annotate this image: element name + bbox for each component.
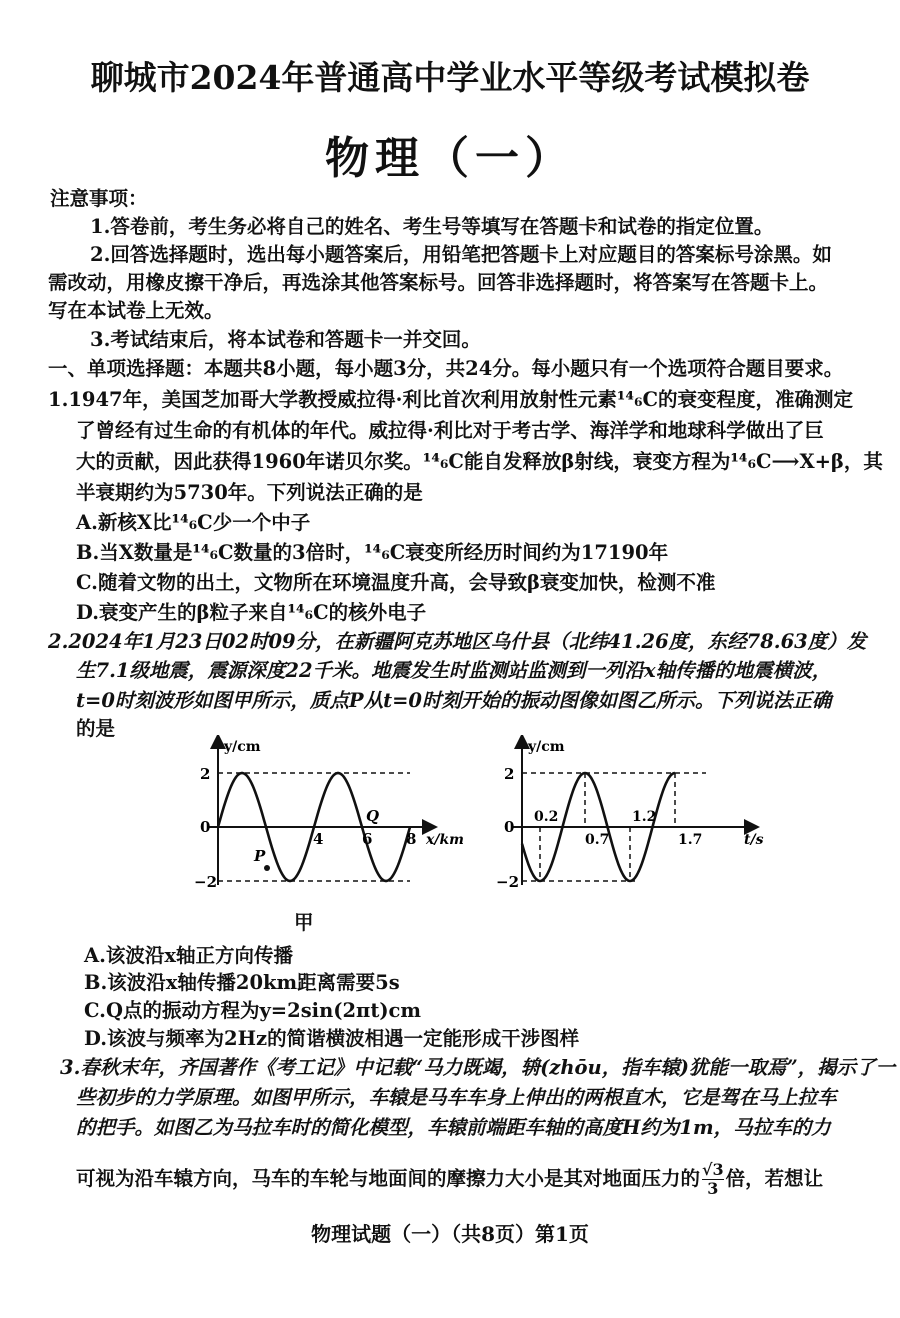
q1-option-d: D.衰变产生的β粒子来自¹⁴₆C的核外电子: [76, 601, 427, 624]
q3-line-4-start: 可视为沿车辕方向，马车的车轮与地面间的摩擦力大小是其对地面压力的: [76, 1167, 701, 1190]
notice-item-3: 3.考试结束后，将本试卷和答题卡一并交回。: [90, 328, 481, 351]
x-tick-6: 6: [362, 830, 373, 848]
x-tick-0-7: 0.7: [585, 832, 610, 848]
y-tick-top: 2: [504, 765, 515, 783]
q3-line-4: [76, 1161, 823, 1198]
y-tick-bottom: −2: [496, 873, 520, 891]
y-tick-zero: 0: [504, 818, 515, 836]
q3-line-1: 3.春秋末年，齐国著作《考工记》中记载“马力既竭，辀(zhōu，指车辕)犹能一取焉”，揭示了一: [60, 1056, 896, 1079]
q2-line-1: 2.2024年1月23日02时09分，在新疆阿克苏地区乌什县（北纬41.26度，东经78.63度）发: [48, 630, 867, 653]
point-q-label: Q: [366, 807, 380, 825]
x-tick-1-2: 1.2: [632, 809, 657, 825]
y-tick-zero: 0: [200, 818, 211, 836]
section-1-heading: 一、单项选择题：本题共8小题，每小题3分，共24分。每小题只有一个选项符合题目要求。: [48, 357, 844, 380]
q2-line-2: 生7.1级地震，震源深度22千米。地震发生时监测站监测到一列沿x轴传播的地震横波，: [76, 659, 832, 682]
q2-option-a: A.该波沿x轴正方向传播: [84, 944, 294, 967]
point-p-marker: [264, 865, 270, 871]
x-tick-0-2: 0.2: [534, 809, 559, 825]
x-tick-1-7: 1.7: [678, 832, 703, 848]
notice-item-2-line-2: 需改动，用橡皮擦干净后，再选涂其他答案标号。回答非选择题时，将答案写在答题卡上。: [48, 271, 829, 294]
page-footer: 物理试题（一）（共8页）第1页: [311, 1222, 589, 1246]
exam-title: 聊城市2024年普通高中学业水平等级考试模拟卷: [90, 58, 810, 97]
x-axis-label: x/km: [426, 832, 464, 848]
q1-line-4: 半衰期约为5730年。下列说法正确的是: [76, 481, 423, 504]
q1-line-3: 大的贡献，因此获得1960年诺贝尔奖。¹⁴₆C能自发释放β射线，衰变方程为¹⁴₆C⟶X+β，其: [76, 450, 883, 473]
q1-line-1: 1.1947年，美国芝加哥大学教授威拉得·利比首次利用放射性元素¹⁴₆C的衰变程度，准确测定: [48, 388, 854, 411]
fraction-numerator: √3: [702, 1160, 724, 1179]
q3-line-2: 些初步的力学原理。如图甲所示，车辕是马车车身上伸出的两根直木，它是驾在马上拉车: [76, 1086, 837, 1109]
q1-option-b: B.当X数量是¹⁴₆C数量的3倍时，¹⁴₆C衰变所经历时间约为17190年: [76, 541, 669, 564]
y-axis-label: y/cm: [528, 739, 565, 755]
figure-jia-caption: 甲: [294, 911, 314, 934]
q3-line-3: 的把手。如图乙为马拉车时的简化模型，车辕前端距车轴的高度H约为1m，马拉车的力: [76, 1116, 831, 1139]
q1-option-c: C.随着文物的出土，文物所在环境温度升高，会导致β衰变加快，检测不准: [76, 571, 716, 594]
notice-item-2-line-3: 写在本试卷上无效。: [48, 299, 224, 322]
point-p-label: P: [254, 847, 266, 865]
y-axis-label: y/cm: [224, 739, 261, 755]
q2-option-d: D.该波与频率为2Hz的简谐横波相遇一定能形成干涉图样: [84, 1027, 580, 1050]
fraction: [702, 1161, 724, 1198]
notice-item-2-line-1: 2.回答选择题时，选出每小题答案后，用铅笔把答题卡上对应题目的答案标号涂黑。如: [90, 243, 832, 266]
x-axis-label: t/s: [744, 832, 764, 848]
q2-line-3: t=0时刻波形如图甲所示，质点P从t=0时刻开始的振动图像如图乙所示。下列说法正确: [76, 689, 832, 712]
x-tick-4: 4: [313, 830, 324, 848]
q2-option-b: B.该波沿x轴传播20km距离需要5s: [84, 971, 400, 994]
vibration-graph-yi: [490, 735, 790, 895]
y-tick-bottom: −2: [194, 873, 218, 891]
fraction-denominator: 3: [707, 1179, 719, 1198]
wave-graph-jia: [190, 735, 490, 895]
q1-option-a: A.新核X比¹⁴₆C少一个中子: [76, 511, 311, 534]
y-tick-top: 2: [200, 765, 211, 783]
notice-heading: 注意事项：: [50, 187, 148, 210]
q1-line-2: 了曾经有过生命的有机体的年代。威拉得·利比对于考古学、海洋学和地球科学做出了巨: [76, 419, 824, 442]
subject-title: 物理（一）: [325, 133, 575, 184]
x-tick-8: 8: [406, 830, 417, 848]
q2-option-c: C.Q点的振动方程为y=2sin(2πt)cm: [84, 999, 422, 1022]
notice-item-1: 1.答卷前，考生务必将自己的姓名、考生号等填写在答题卡和试卷的指定位置。: [90, 215, 774, 238]
q2-line-4: 的是: [76, 717, 116, 740]
q3-line-4-end: 倍，若想让: [725, 1167, 824, 1190]
